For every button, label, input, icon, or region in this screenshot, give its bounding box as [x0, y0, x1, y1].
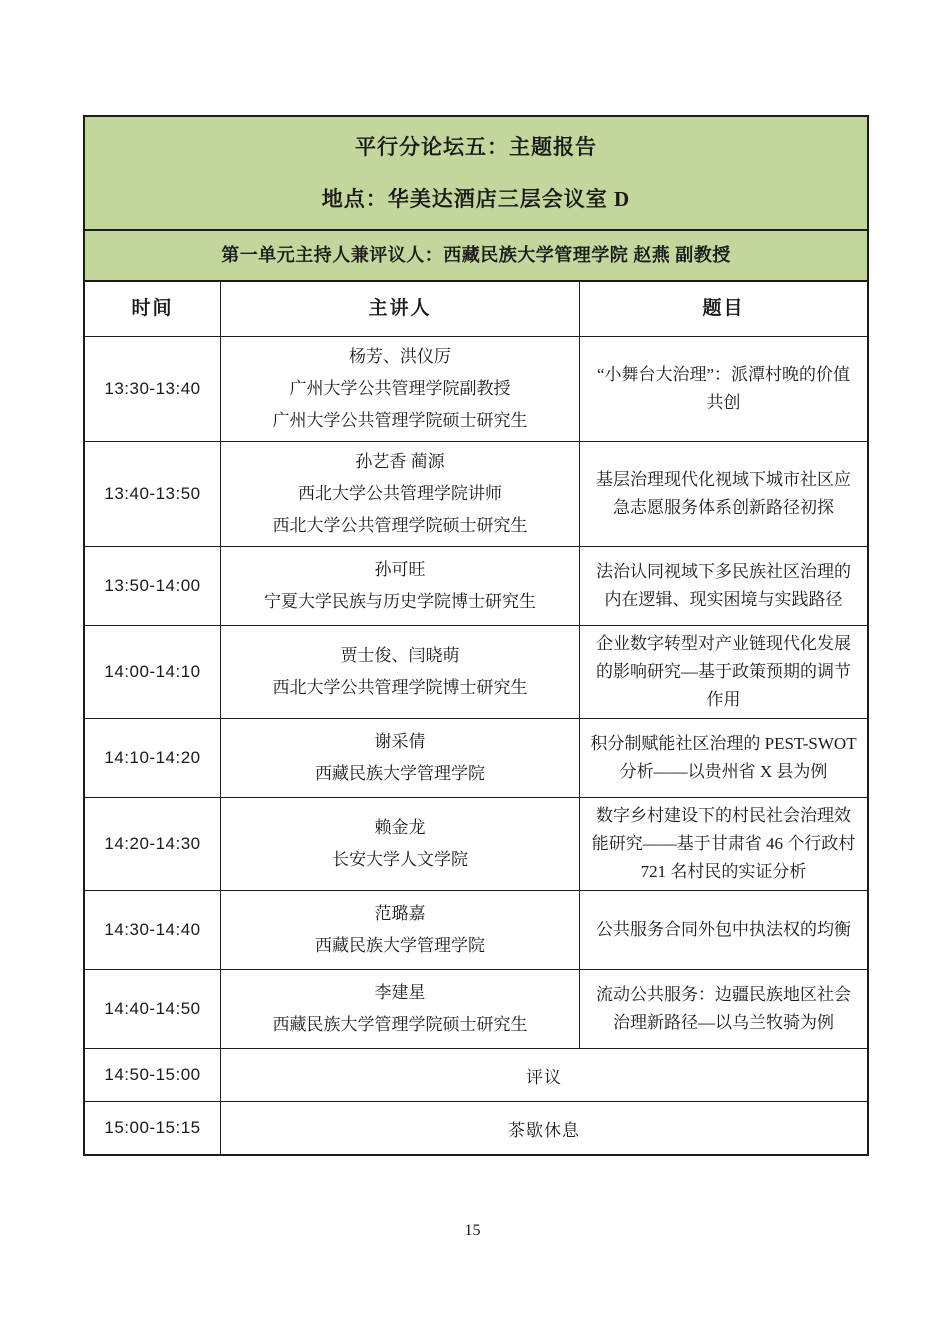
table-row	[85, 625, 867, 718]
table-row	[85, 797, 867, 890]
time-cell: 13:30-13:40	[104, 379, 201, 398]
title-cell: 积分制赋能社区治理的 PEST-SWOT 分析——以贵州省 X 县为例	[579, 719, 867, 797]
forum-location: 地点：华美达酒店三层会议室 D	[321, 187, 631, 211]
time-cell: 14:20-14:30	[104, 834, 201, 853]
speaker-line: 李建星	[374, 983, 426, 1002]
speaker-cell	[220, 891, 579, 969]
speaker-line: 西藏民族大学管理学院	[315, 936, 485, 955]
forum-title: 平行分论坛五：主题报告	[355, 135, 597, 159]
speaker-cell	[220, 547, 579, 625]
speaker-cell	[220, 719, 579, 797]
forum-header	[85, 117, 867, 229]
title-cell: 法治认同视域下多民族社区治理的内在逻辑、现实困境与实践路径	[579, 547, 867, 625]
speaker-cell	[220, 798, 579, 890]
table-row-merged	[85, 1048, 867, 1101]
table-row	[85, 546, 867, 625]
title-cell: 流动公共服务：边疆民族地区社会治理新路径—以乌兰牧骑为例	[579, 970, 867, 1048]
speaker-line: 西北大学公共管理学院硕士研究生	[272, 516, 528, 535]
merged-cell: 茶歇休息	[220, 1102, 867, 1154]
speaker-cell	[220, 970, 579, 1048]
speaker-line: 广州大学公共管理学院硕士研究生	[272, 411, 528, 430]
speaker-line: 赖金龙	[374, 818, 426, 837]
title-cell: 企业数字转型对产业链现代化发展的影响研究—基于政策预期的调节作用	[579, 626, 867, 718]
time-cell: 14:40-14:50	[104, 999, 201, 1018]
table-row	[85, 969, 867, 1048]
speaker-cell	[220, 442, 579, 546]
speaker-line: 西藏民族大学管理学院	[315, 764, 485, 783]
column-header-title: 题目	[579, 282, 867, 336]
speaker-cell	[220, 626, 579, 718]
title-cell: 基层治理现代化视域下城市社区应急志愿服务体系创新路径初探	[579, 442, 867, 546]
title-cell: 数字乡村建设下的村民社会治理效能研究——基于甘肃省 46 个行政村 721 名村民的实证分析	[579, 798, 867, 890]
time-cell: 13:40-13:50	[104, 484, 201, 503]
time-cell: 14:10-14:20	[104, 748, 201, 767]
speaker-line: 孙艺香 蔺源	[355, 452, 445, 471]
merged-cell: 评议	[220, 1049, 867, 1101]
speaker-line: 杨芳、洪仪厉	[349, 347, 451, 366]
speaker-line: 宁夏大学民族与历史学院博士研究生	[264, 592, 536, 611]
speaker-line: 广州大学公共管理学院副教授	[289, 379, 511, 398]
column-header-speaker: 主讲人	[220, 282, 579, 336]
time-cell: 13:50-14:00	[104, 576, 201, 595]
speaker-line: 孙可旺	[374, 560, 426, 579]
column-header-time: 时间	[131, 298, 174, 319]
schedule-rows	[85, 336, 867, 1154]
speaker-line: 贾士俊、闫晓萌	[340, 646, 460, 665]
time-cell: 14:00-14:10	[104, 662, 201, 681]
speaker-line: 西北大学公共管理学院讲师	[298, 484, 502, 503]
schedule-document	[83, 115, 869, 1156]
time-cell: 14:50-15:00	[104, 1065, 201, 1084]
table-row	[85, 890, 867, 969]
speaker-line: 范璐嘉	[374, 904, 426, 923]
table-row	[85, 441, 867, 546]
table-header-row	[85, 280, 867, 336]
title-cell: 公共服务合同外包中执法权的均衡	[579, 891, 867, 969]
speaker-cell	[220, 337, 579, 441]
table-row-merged	[85, 1101, 867, 1154]
page-number: 15	[464, 1222, 481, 1239]
table-row	[85, 718, 867, 797]
speaker-line: 西藏民族大学管理学院硕士研究生	[272, 1015, 528, 1034]
table-row	[85, 336, 867, 441]
title-cell: “小舞台大治理”：派潭村晚的价值共创	[579, 337, 867, 441]
session-band: 第一单元主持人兼评议人：西藏民族大学管理学院 赵燕 副教授	[85, 229, 867, 280]
speaker-line: 谢采倩	[374, 732, 426, 751]
speaker-line: 长安大学人文学院	[332, 850, 468, 869]
time-cell: 14:30-14:40	[104, 920, 201, 939]
time-cell: 15:00-15:15	[104, 1118, 201, 1137]
speaker-line: 西北大学公共管理学院博士研究生	[272, 678, 528, 697]
